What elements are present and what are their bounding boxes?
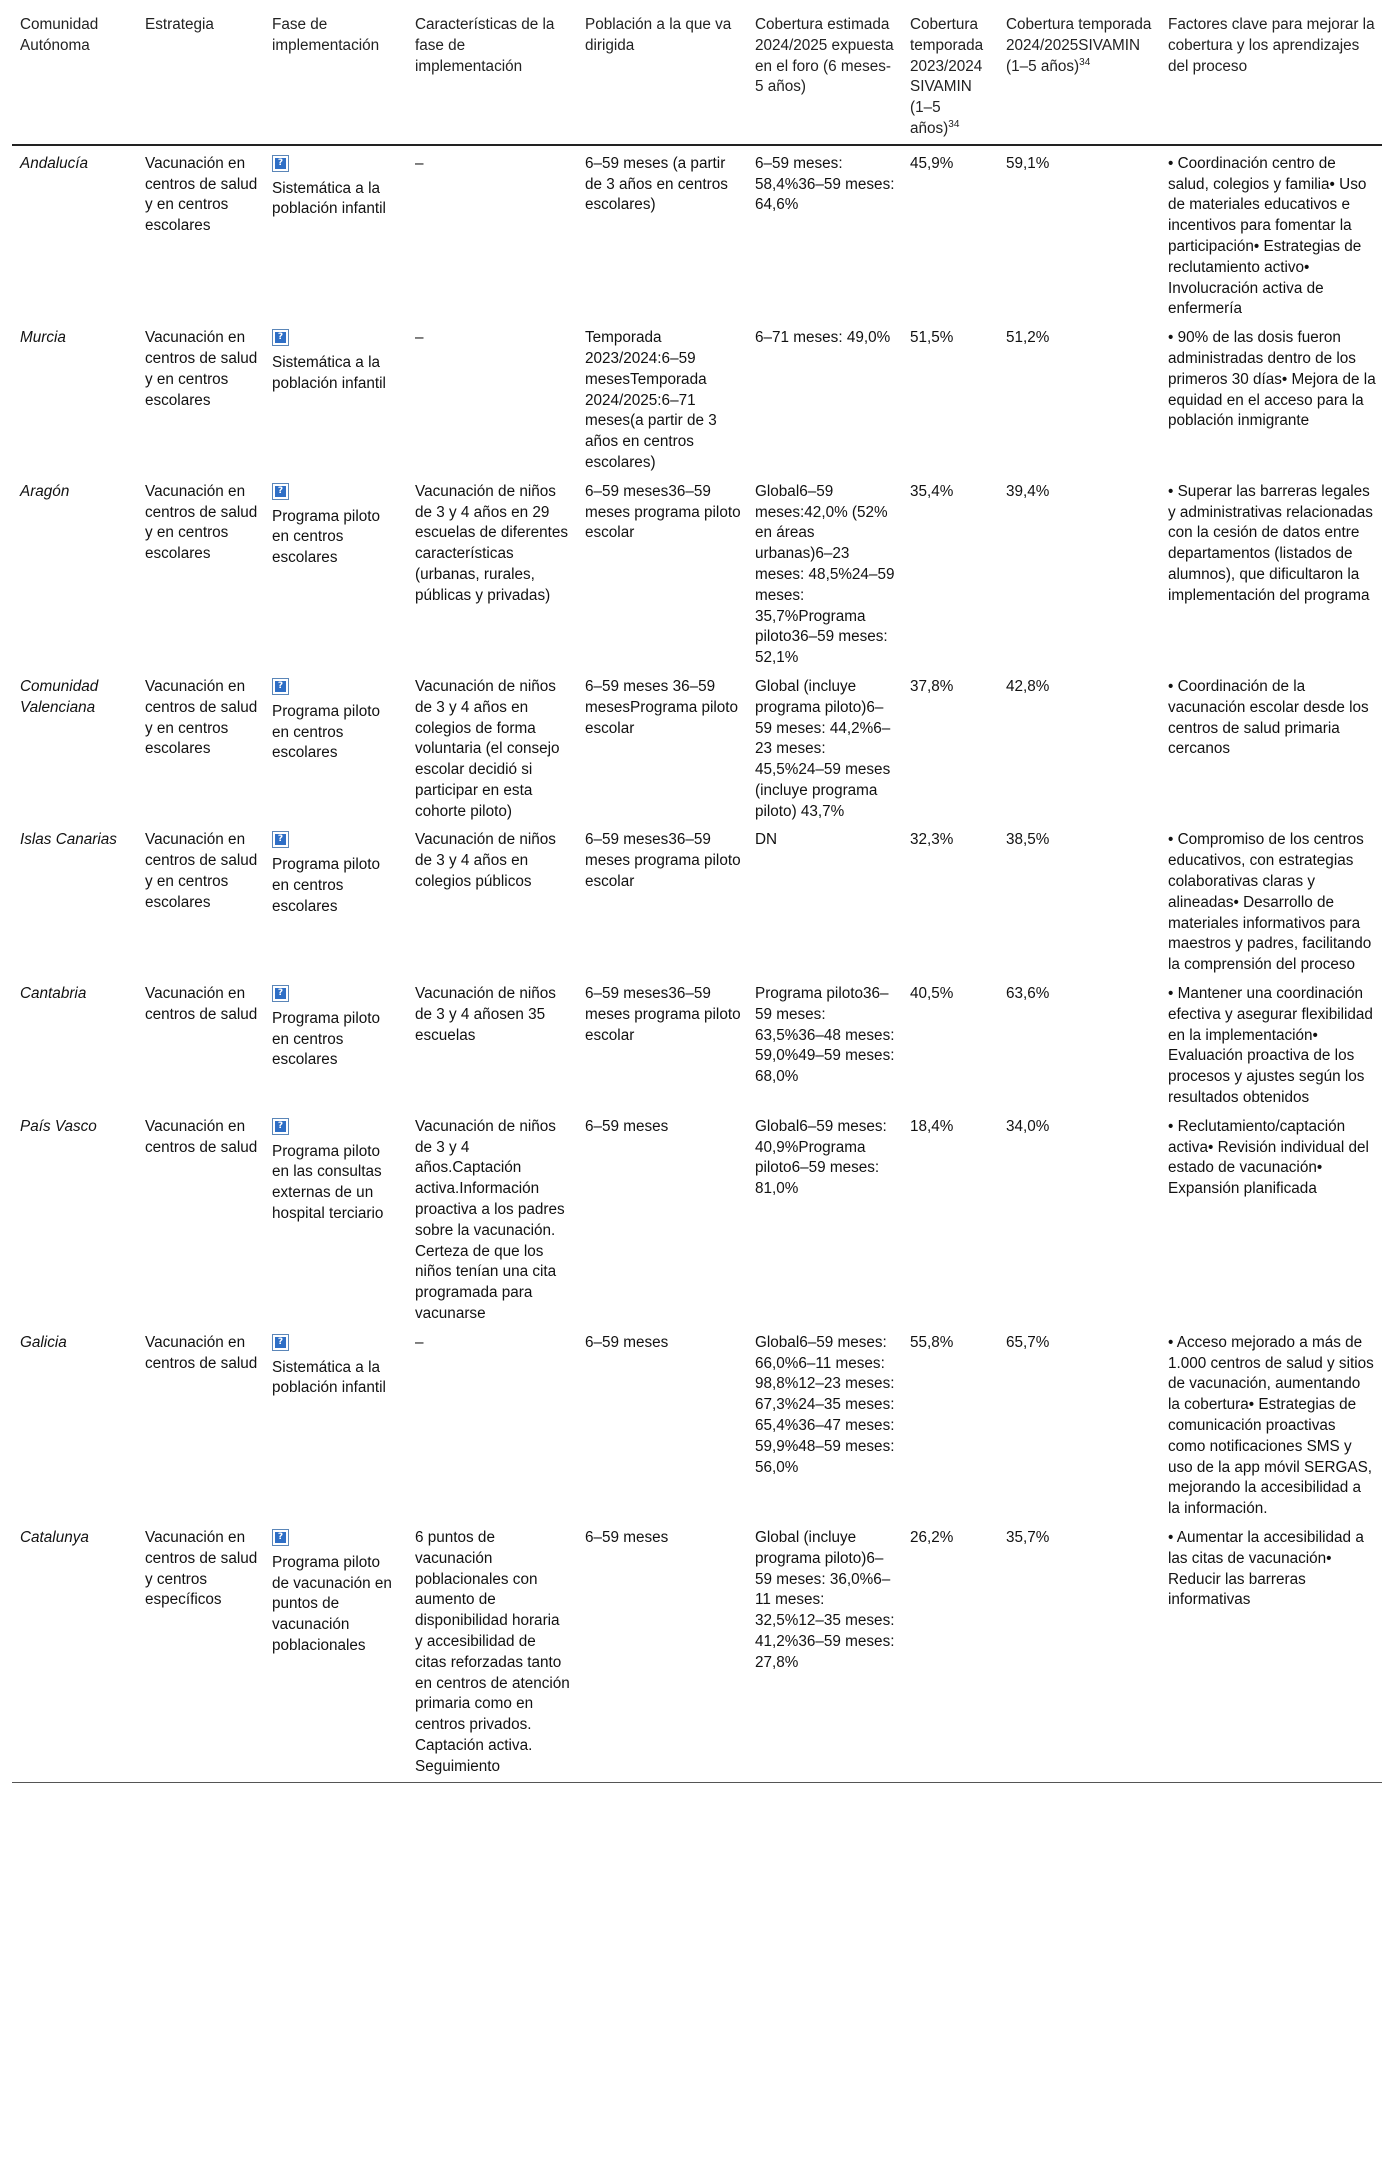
cell-factores: • 90% de las dosis fueron administradas dentro de los primeros 30 días• Mejora de la equidad en el acceso para la población inmigrante bbox=[1168, 329, 1376, 430]
cell-poblacion: 6–59 meses bbox=[577, 1520, 747, 1782]
cell-caracteristicas: 6 puntos de vacunación poblacionales con aumento de disponibilidad horaria y accesibilidad de citas reforzadas tanto en centros de atención primaria como en centros privados. Captación activa. Seguimiento bbox=[407, 1520, 577, 1782]
cell-factores: • Mantener una coordinación efectiva y asegurar flexibilidad en la implementación• Evaluación proactiva de los procesos y ajustes según los resultados obtenidos bbox=[1168, 985, 1373, 1107]
cell-fase bbox=[264, 669, 407, 823]
cell-cobertura-2023: 35,4% bbox=[910, 482, 954, 500]
cell-estrategia: Vacunación en centros de salud y en centros escolares bbox=[145, 154, 258, 235]
header-cobertura-2023 bbox=[902, 0, 998, 145]
header-cobertura-estimada: Cobertura estimada 2024/2025 expuesta en el foro (6 meses-5 años) bbox=[747, 0, 902, 145]
table-row bbox=[12, 145, 1382, 320]
cell-comunidad: Catalunya bbox=[12, 1520, 137, 1782]
cell-estrategia: Vacunación en centros de salud y centros específicos bbox=[137, 1520, 264, 1782]
cell-fase bbox=[264, 474, 407, 669]
cell-cobertura-2023: 45,9% bbox=[910, 154, 954, 172]
cell-fase-text: Sistemática a la población infantil bbox=[272, 1358, 386, 1397]
cell-fase-text: Programa piloto en centros escolares bbox=[272, 702, 380, 762]
cell-estrategia: Vacunación en centros de salud y en centros escolares bbox=[145, 329, 258, 409]
broken-image-icon[interactable] bbox=[272, 329, 289, 346]
cell-poblacion: Temporada 2023/2024:6–59 mesesTemporada 2024/2025:6–71 meses(a partir de 3 años en centros escolares) bbox=[585, 329, 717, 471]
cell-fase bbox=[264, 1325, 407, 1520]
reference-link[interactable]: 34 bbox=[948, 118, 960, 130]
cell-comunidad: Murcia bbox=[20, 329, 66, 347]
cell-cobertura-estimada: Global (incluye programa piloto)6–59 meses: 36,0%6–11 meses: 32,5%12–35 meses: 41,2%36–59 meses: 27,8% bbox=[747, 1520, 902, 1782]
header-cobertura-2023-text: Cobertura temporada 2023/2024 SIVAMIN (1–5 años) bbox=[910, 16, 984, 137]
cell-caracteristicas: – bbox=[415, 329, 424, 347]
cell-cobertura-2024: 38,5% bbox=[1006, 831, 1050, 849]
cell-cobertura-2023: 51,5% bbox=[910, 329, 954, 347]
cell-cobertura-2023: 18,4% bbox=[910, 1117, 954, 1135]
cell-poblacion: 6–59 meses36–59 meses programa piloto escolar bbox=[585, 482, 741, 542]
header-cobertura-2024 bbox=[998, 0, 1160, 145]
cell-cobertura-2023: 32,3% bbox=[910, 831, 954, 849]
cell-cobertura-2024: 42,8% bbox=[1006, 677, 1050, 695]
cell-cobertura-estimada: DN bbox=[755, 831, 778, 849]
cell-cobertura-2023: 55,8% bbox=[910, 1333, 954, 1351]
cell-caracteristicas: – bbox=[415, 1333, 424, 1351]
table-row bbox=[12, 1109, 1382, 1325]
cell-factores: • Coordinación centro de salud, colegios y familia• Uso de materiales educativos e incentivos para fomentar la participación• Estrategias de reclutamiento activo• Involucración activa de enfermería bbox=[1168, 154, 1367, 318]
cell-cobertura-2024: 63,6% bbox=[1006, 985, 1050, 1003]
cell-cobertura-estimada: 6–59 meses: 58,4%36–59 meses: 64,6% bbox=[755, 154, 895, 214]
cell-cobertura-estimada: Global (incluye programa piloto)6–59 meses: 44,2%6–23 meses: 45,5%24–59 meses (incluye programa piloto) 43,7% bbox=[755, 677, 891, 820]
cell-fase bbox=[264, 320, 407, 474]
cell-factores: • Reclutamiento/captación activa• Revisión individual del estado de vacunación• Expansión planificada bbox=[1168, 1117, 1369, 1198]
cell-cobertura-estimada: Global6–59 meses: 66,0%6–11 meses: 98,8%12–23 meses: 67,3%24–35 meses: 65,4%36–47 meses: 59,9%48–59 meses: 56,0% bbox=[755, 1333, 895, 1476]
cell-fase bbox=[264, 1520, 407, 1782]
cell-caracteristicas: Vacunación de niños de 3 y 4 años en colegios públicos bbox=[415, 831, 556, 891]
cell-fase-text: Programa piloto en centros escolares bbox=[272, 856, 380, 915]
table-row bbox=[12, 822, 1382, 976]
table-body bbox=[12, 145, 1382, 1782]
cell-comunidad: Andalucía bbox=[20, 154, 89, 172]
cell-cobertura-estimada: Global6–59 meses:42,0% (52% en áreas urbanas)6–23 meses: 48,5%24–59 meses: 35,7%Programa piloto36–59 meses: 52,1% bbox=[755, 482, 895, 667]
header-fase: Fase de implementación bbox=[264, 0, 407, 145]
cell-comunidad: Cantabria bbox=[20, 985, 87, 1003]
vaccination-strategies-table bbox=[12, 0, 1382, 1783]
broken-image-icon[interactable] bbox=[272, 483, 289, 500]
cell-poblacion: 6–59 meses (a partir de 3 años en centros escolares) bbox=[585, 154, 728, 214]
cell-cobertura-2024: 35,7% bbox=[998, 1520, 1160, 1782]
header-comunidad: Comunidad Autónoma bbox=[12, 0, 137, 145]
broken-image-icon[interactable] bbox=[272, 1529, 289, 1546]
cell-fase-text: Programa piloto de vacunación en puntos de vacunación poblacionales bbox=[272, 1553, 392, 1654]
broken-image-icon[interactable] bbox=[272, 155, 289, 172]
cell-cobertura-2024: 39,4% bbox=[1006, 482, 1050, 500]
cell-caracteristicas: Vacunación de niños de 3 y 4 años en colegios de forma voluntaria (el consejo escolar decidió si participar en esta cohorte piloto) bbox=[415, 677, 560, 820]
cell-cobertura-estimada: Global6–59 meses: 40,9%Programa piloto6–59 meses: 81,0% bbox=[755, 1117, 887, 1198]
cell-fase-text: Sistemática a la población infantil bbox=[272, 179, 386, 218]
cell-cobertura-estimada: Programa piloto36–59 meses: 63,5%36–48 meses: 59,0%49–59 meses: 68,0% bbox=[755, 985, 895, 1086]
cell-poblacion: 6–59 meses bbox=[585, 1333, 669, 1351]
header-caracteristicas: Características de la fase de implementación bbox=[407, 0, 577, 145]
cell-fase-text: Programa piloto en centros escolares bbox=[272, 507, 380, 567]
broken-image-icon[interactable] bbox=[272, 678, 289, 695]
cell-cobertura-2023: 26,2% bbox=[902, 1520, 998, 1782]
cell-caracteristicas: Vacunación de niños de 3 y 4 años en 29 escuelas de diferentes características (urbanas, rurales, públicas y privadas) bbox=[415, 482, 569, 604]
cell-factores: • Compromiso de los centros educativos, con estrategias colaborativas claras y alineadas• Desarrollo de materiales informativos para maestros y padres, facilitando la comprensión del proceso bbox=[1168, 831, 1372, 974]
header-factores: Factores clave para mejorar la cobertura y los aprendizajes del proceso bbox=[1160, 0, 1382, 145]
table-header bbox=[12, 0, 1382, 145]
cell-estrategia: Vacunación en centros de salud y en centros escolares bbox=[145, 482, 258, 563]
table-row bbox=[12, 474, 1382, 669]
cell-comunidad: Galicia bbox=[20, 1333, 67, 1351]
cell-caracteristicas: – bbox=[415, 154, 424, 172]
cell-cobertura-2023: 37,8% bbox=[910, 677, 954, 695]
header-row bbox=[12, 0, 1382, 145]
header-poblacion: Población a la que va dirigida bbox=[577, 0, 747, 145]
cell-poblacion: 6–59 meses 36–59 mesesPrograma piloto escolar bbox=[585, 677, 739, 737]
broken-image-icon[interactable] bbox=[272, 985, 289, 1002]
table-row bbox=[12, 320, 1382, 474]
header-estrategia: Estrategia bbox=[137, 0, 264, 145]
cell-fase-text: Sistemática a la población infantil bbox=[272, 353, 386, 392]
cell-estrategia: Vacunación en centros de salud y en centros escolares bbox=[145, 677, 258, 758]
cell-fase-text: Programa piloto en las consultas externas de un hospital terciario bbox=[272, 1142, 384, 1223]
vaccination-strategies-table-container bbox=[12, 0, 1382, 1783]
cell-cobertura-estimada: 6–71 meses: 49,0% bbox=[755, 329, 891, 347]
cell-comunidad: País Vasco bbox=[20, 1117, 97, 1135]
cell-cobertura-2024: 34,0% bbox=[1006, 1117, 1050, 1135]
cell-factores: • Aumentar la accesibilidad a las citas de vacunación• Reducir las barreras informativas bbox=[1160, 1520, 1382, 1782]
cell-comunidad: Islas Canarias bbox=[20, 831, 117, 849]
cell-factores: • Acceso mejorado a más de 1.000 centros de salud y sitios de vacunación, aumentando la cobertura• Estrategias de comunicación proactivas como notificaciones SMS y uso de la app móvil SERGAS, mejorando la accesibilidad a la información. bbox=[1168, 1333, 1374, 1518]
cell-cobertura-2023: 40,5% bbox=[910, 985, 954, 1003]
cell-fase bbox=[264, 1109, 407, 1325]
cell-poblacion: 6–59 meses36–59 meses programa piloto escolar bbox=[585, 985, 741, 1044]
table-row bbox=[12, 1325, 1382, 1520]
table-row bbox=[12, 1520, 1382, 1782]
cell-caracteristicas: Vacunación de niños de 3 y 4 añosen 35 escuelas bbox=[415, 985, 556, 1044]
cell-fase bbox=[264, 145, 407, 320]
cell-estrategia: Vacunación en centros de salud bbox=[145, 1333, 258, 1372]
cell-estrategia: Vacunación en centros de salud y en centros escolares bbox=[145, 831, 258, 911]
header-cobertura-2024-text: Cobertura temporada 2024/2025SIVAMIN (1–5 años) bbox=[1006, 16, 1152, 75]
cell-estrategia: Vacunación en centros de salud bbox=[145, 985, 258, 1023]
cell-cobertura-2024: 59,1% bbox=[1006, 154, 1050, 172]
table-row bbox=[12, 976, 1382, 1109]
reference-link[interactable]: 34 bbox=[1079, 56, 1091, 68]
cell-poblacion: 6–59 meses bbox=[585, 1117, 669, 1135]
cell-comunidad: Comunidad Valenciana bbox=[20, 677, 99, 716]
cell-factores: • Superar las barreras legales y administrativas relacionadas con la cesión de datos entre departamentos (listados de alumnos), que dificultaron la implementación del programa bbox=[1168, 482, 1373, 604]
broken-image-icon[interactable] bbox=[272, 1118, 289, 1135]
table-row bbox=[12, 669, 1382, 823]
cell-fase bbox=[264, 976, 407, 1109]
cell-fase bbox=[264, 822, 407, 976]
cell-fase-text: Programa piloto en centros escolares bbox=[272, 1009, 380, 1069]
broken-image-icon[interactable] bbox=[272, 1334, 289, 1351]
cell-poblacion: 6–59 meses36–59 meses programa piloto escolar bbox=[585, 831, 741, 891]
cell-cobertura-2024: 51,2% bbox=[1006, 329, 1050, 347]
cell-factores: • Coordinación de la vacunación escolar desde los centros de salud primaria cercanos bbox=[1168, 677, 1369, 758]
cell-cobertura-2024: 65,7% bbox=[1006, 1333, 1050, 1351]
cell-comunidad: Aragón bbox=[20, 482, 70, 500]
cell-estrategia: Vacunación en centros de salud bbox=[145, 1117, 258, 1156]
cell-caracteristicas: Vacunación de niños de 3 y 4 años.Captación activa.Información proactiva a los padres sobre la vacunación. Certeza de que los niños tenían una cita programada para vacunarse bbox=[415, 1117, 565, 1323]
broken-image-icon[interactable] bbox=[272, 831, 289, 848]
